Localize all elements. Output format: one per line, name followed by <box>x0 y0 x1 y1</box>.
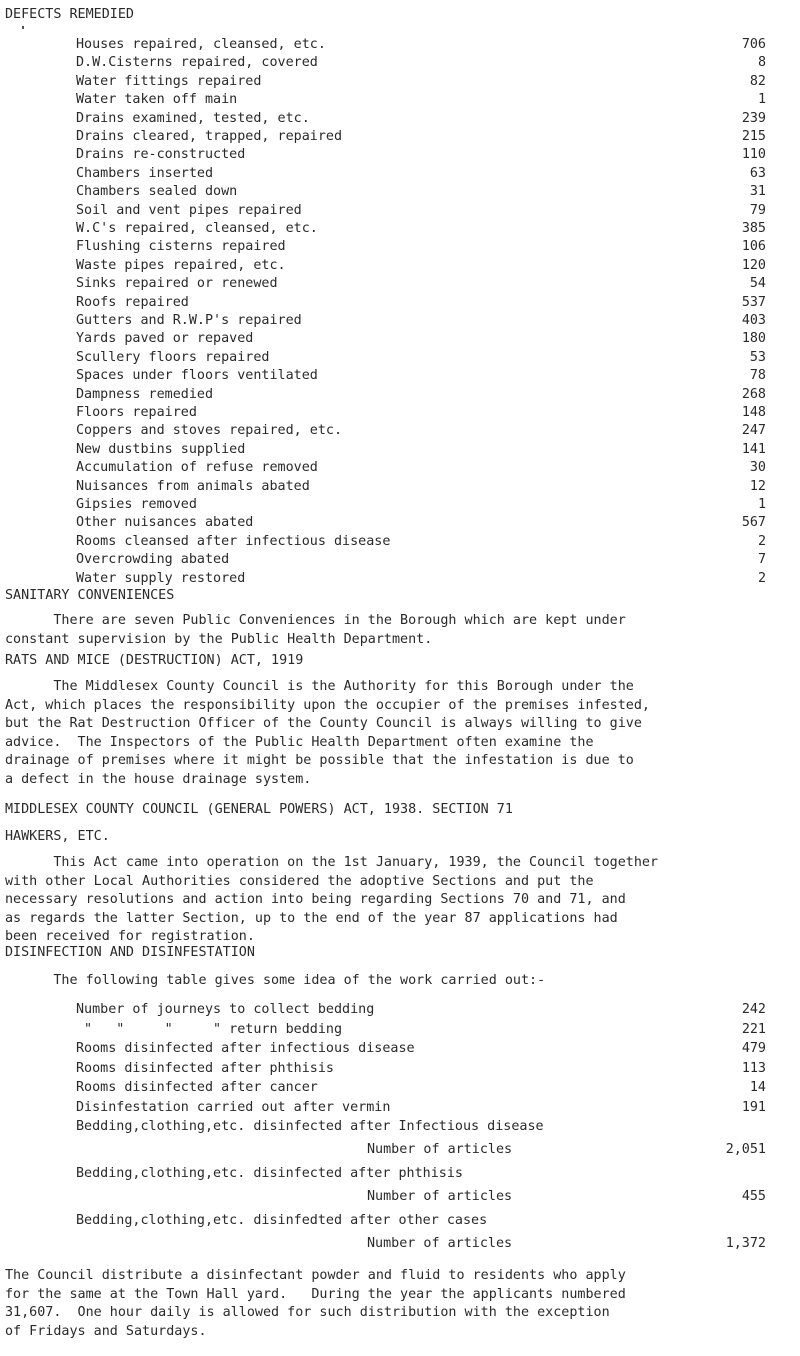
row-label: Nuisances from animals abated <box>76 478 310 494</box>
row-label: Chambers inserted <box>76 165 214 181</box>
row-value: 268 <box>741 386 766 402</box>
table-row <box>0 1099 800 1117</box>
table-row <box>0 1021 800 1039</box>
rats-heading: RATS AND MICE (DESTRUCTION) ACT, 1919 <box>5 653 304 668</box>
table-row <box>0 91 800 109</box>
row-value: 31 <box>749 184 766 200</box>
bedding-number-label: Number of articles <box>367 1189 513 1204</box>
table-row <box>0 220 800 238</box>
table-row <box>0 533 800 551</box>
paragraph-line: of Fridays and Saturdays. <box>5 1323 207 1339</box>
row-label: Flushing cisterns repaired <box>76 239 286 255</box>
bedding-description: Bedding,clothing,etc. disinfected after phthisis <box>76 1166 463 1181</box>
table-row <box>0 183 800 201</box>
bedding-count: 2,051 <box>725 1142 766 1157</box>
row-label: " " " " return bedding <box>76 1021 343 1037</box>
row-value: 2 <box>757 533 766 549</box>
row-label: Sinks repaired or renewed <box>76 276 278 292</box>
table-row <box>0 570 800 588</box>
table-row <box>0 1001 800 1019</box>
table-row <box>0 275 800 293</box>
paragraph-line: been received for registration. <box>5 929 255 944</box>
row-value: 8 <box>757 55 766 71</box>
row-value: 385 <box>741 221 766 236</box>
row-value: 2 <box>757 570 766 586</box>
paragraph-line: Act, which places the responsibility upon the occupier of the premises infested, <box>5 697 650 713</box>
table-row <box>0 349 800 367</box>
row-value: 180 <box>741 331 766 347</box>
table-row <box>0 551 800 569</box>
paragraph-line: advice. The Inspectors of the Public Health Department often examine the <box>5 734 594 750</box>
paragraph-line: as regards the latter Section, up to the end of the year 87 applications had <box>5 910 618 926</box>
sanitary-heading: SANITARY CONVENIENCES <box>5 588 175 603</box>
paragraph-line: a defect in the house drainage system. <box>5 771 312 787</box>
row-value: 120 <box>741 257 766 273</box>
table-row <box>0 257 800 275</box>
paragraph-line: but the Rat Destruction Officer of the County Council is always willing to give <box>5 716 642 731</box>
row-value: 14 <box>749 1080 766 1095</box>
row-label: Floors repaired <box>76 405 197 420</box>
row-label: Soil and vent pipes repaired <box>76 202 302 218</box>
row-label: Roofs repaired <box>76 294 189 310</box>
paragraph-line: for the same at the Town Hall yard. During the year the applicants numbered <box>5 1286 626 1302</box>
row-label: Yards paved or repaved <box>76 331 254 347</box>
paragraph-line: The Middlesex County Council is the Authority for this Borough under the <box>5 679 634 694</box>
row-value: 30 <box>749 460 766 476</box>
row-value: 148 <box>741 405 766 420</box>
row-label: Dampness remedied <box>76 386 214 402</box>
table-row <box>0 478 800 496</box>
paragraph-line: The Council distribute a disinfectant powder and fluid to residents who apply <box>5 1268 626 1283</box>
row-value: 12 <box>749 478 766 494</box>
row-label: Rooms disinfected after infectious disease <box>76 1041 415 1056</box>
row-value: 479 <box>741 1041 766 1056</box>
table-row <box>0 202 800 220</box>
table-row <box>0 404 800 422</box>
row-label: Water supply restored <box>76 570 246 586</box>
table-row <box>0 422 800 440</box>
row-label: Water taken off main <box>76 92 238 108</box>
bedding-description: Bedding,clothing,etc. disinfected after Infectious disease <box>76 1119 544 1134</box>
table-row <box>0 514 800 532</box>
row-value: 242 <box>741 1002 766 1017</box>
row-label: Drains examined, tested, etc. <box>76 110 310 126</box>
bedding-number-label: Number of articles <box>367 1236 513 1251</box>
paragraph-line: necessary resolutions and action into being regarding Sections 70 and 71, and <box>5 892 626 907</box>
row-value: 239 <box>741 110 766 126</box>
table-row <box>0 441 800 459</box>
table-row <box>0 36 800 54</box>
paragraph-line: 31,607. One hour daily is allowed for such distribution with the exception <box>5 1305 610 1320</box>
row-label: W.C's repaired, cleansed, etc. <box>76 221 318 236</box>
row-label: Coppers and stoves repaired, etc. <box>76 423 343 439</box>
row-label: Rooms cleansed after infectious disease <box>76 533 391 549</box>
hawkers-subheading: HAWKERS, ETC. <box>5 829 110 844</box>
row-value: 247 <box>741 423 766 439</box>
row-label: Spaces under floors ventilated <box>76 368 318 384</box>
row-label: Other nuisances abated <box>76 515 254 531</box>
row-value: 7 <box>757 552 766 568</box>
bedding-number-label: Number of articles <box>367 1142 513 1157</box>
row-value: 706 <box>741 37 766 52</box>
row-value: 63 <box>749 165 766 181</box>
row-label: Houses repaired, cleansed, etc. <box>76 37 326 52</box>
table-row <box>0 1060 800 1078</box>
row-value: 1 <box>757 92 766 108</box>
table-row <box>0 73 800 91</box>
middlesex-heading: MIDDLESEX COUNTY COUNCIL (GENERAL POWERS) ACT, 1938. SECTION 71 <box>5 802 513 817</box>
row-label: Accumulation of refuse removed <box>76 460 318 476</box>
row-value: 191 <box>741 1099 766 1115</box>
row-value: 141 <box>741 441 766 457</box>
bedding-description: Bedding,clothing,etc. disinfedted after other cases <box>76 1213 488 1228</box>
disinfection-heading: DISINFECTION AND DISINFESTATION <box>5 945 255 960</box>
table-row <box>0 110 800 128</box>
row-value: 82 <box>749 73 766 89</box>
row-label: Chambers sealed down <box>76 184 238 200</box>
row-label: Overcrowding abated <box>76 552 230 568</box>
row-value: 1 <box>757 497 766 512</box>
paragraph-line: drainage of premises where it might be possible that the infestation is due to <box>5 753 634 768</box>
row-label: Gutters and R.W.P's repaired <box>76 313 302 328</box>
row-label: Scullery floors repaired <box>76 349 270 365</box>
row-value: 403 <box>741 313 766 328</box>
paragraph-line: There are seven Public Conveniences in the Borough which are kept under <box>5 613 626 628</box>
row-value: 79 <box>749 202 766 218</box>
table-row <box>0 294 800 312</box>
paragraph-line: This Act came into operation on the 1st January, 1939, the Council together <box>5 855 659 870</box>
table-row <box>0 367 800 385</box>
table-row <box>0 330 800 348</box>
row-label: New dustbins supplied <box>76 441 246 457</box>
row-label: Number of journeys to collect bedding <box>76 1002 375 1017</box>
table-row <box>0 165 800 183</box>
bedding-count: 455 <box>741 1189 766 1204</box>
row-value: 221 <box>741 1021 766 1037</box>
bedding-count: 1,372 <box>725 1236 766 1251</box>
row-value: 106 <box>741 239 766 255</box>
table-row <box>0 1079 800 1097</box>
stray-mark <box>22 26 24 29</box>
table-row <box>0 312 800 330</box>
paragraph-line: constant supervision by the Public Health Department. <box>5 631 433 647</box>
row-value: 54 <box>749 276 766 292</box>
table-row <box>0 459 800 477</box>
row-value: 110 <box>741 147 766 163</box>
row-label: Rooms disinfected after cancer <box>76 1080 318 1095</box>
table-row <box>0 496 800 514</box>
row-value: 53 <box>749 349 766 365</box>
row-value: 537 <box>741 294 766 310</box>
disinfection-intro: The following table gives some idea of the work carried out:- <box>5 973 546 988</box>
row-label: Drains cleared, trapped, repaired <box>76 129 343 144</box>
row-value: 567 <box>741 515 766 531</box>
row-value: 113 <box>741 1060 766 1076</box>
table-row <box>0 386 800 404</box>
row-label: Disinfestation carried out after vermin <box>76 1099 391 1115</box>
row-label: Waste pipes repaired, etc. <box>76 257 286 273</box>
table-row <box>0 146 800 164</box>
row-value: 215 <box>741 129 766 144</box>
row-value: 78 <box>749 368 766 384</box>
defects-heading: DEFECTS REMEDIED <box>5 7 134 22</box>
row-label: D.W.Cisterns repaired, covered <box>76 55 318 71</box>
paragraph-line: with other Local Authorities considered the adoptive Sections and put the <box>5 873 594 889</box>
row-label: Water fittings repaired <box>76 73 262 89</box>
table-row <box>0 1040 800 1058</box>
row-label: Drains re-constructed <box>76 147 246 163</box>
table-row <box>0 128 800 146</box>
row-label: Gipsies removed <box>76 497 197 512</box>
table-row <box>0 54 800 72</box>
table-row <box>0 238 800 256</box>
row-label: Rooms disinfected after phthisis <box>76 1060 334 1076</box>
